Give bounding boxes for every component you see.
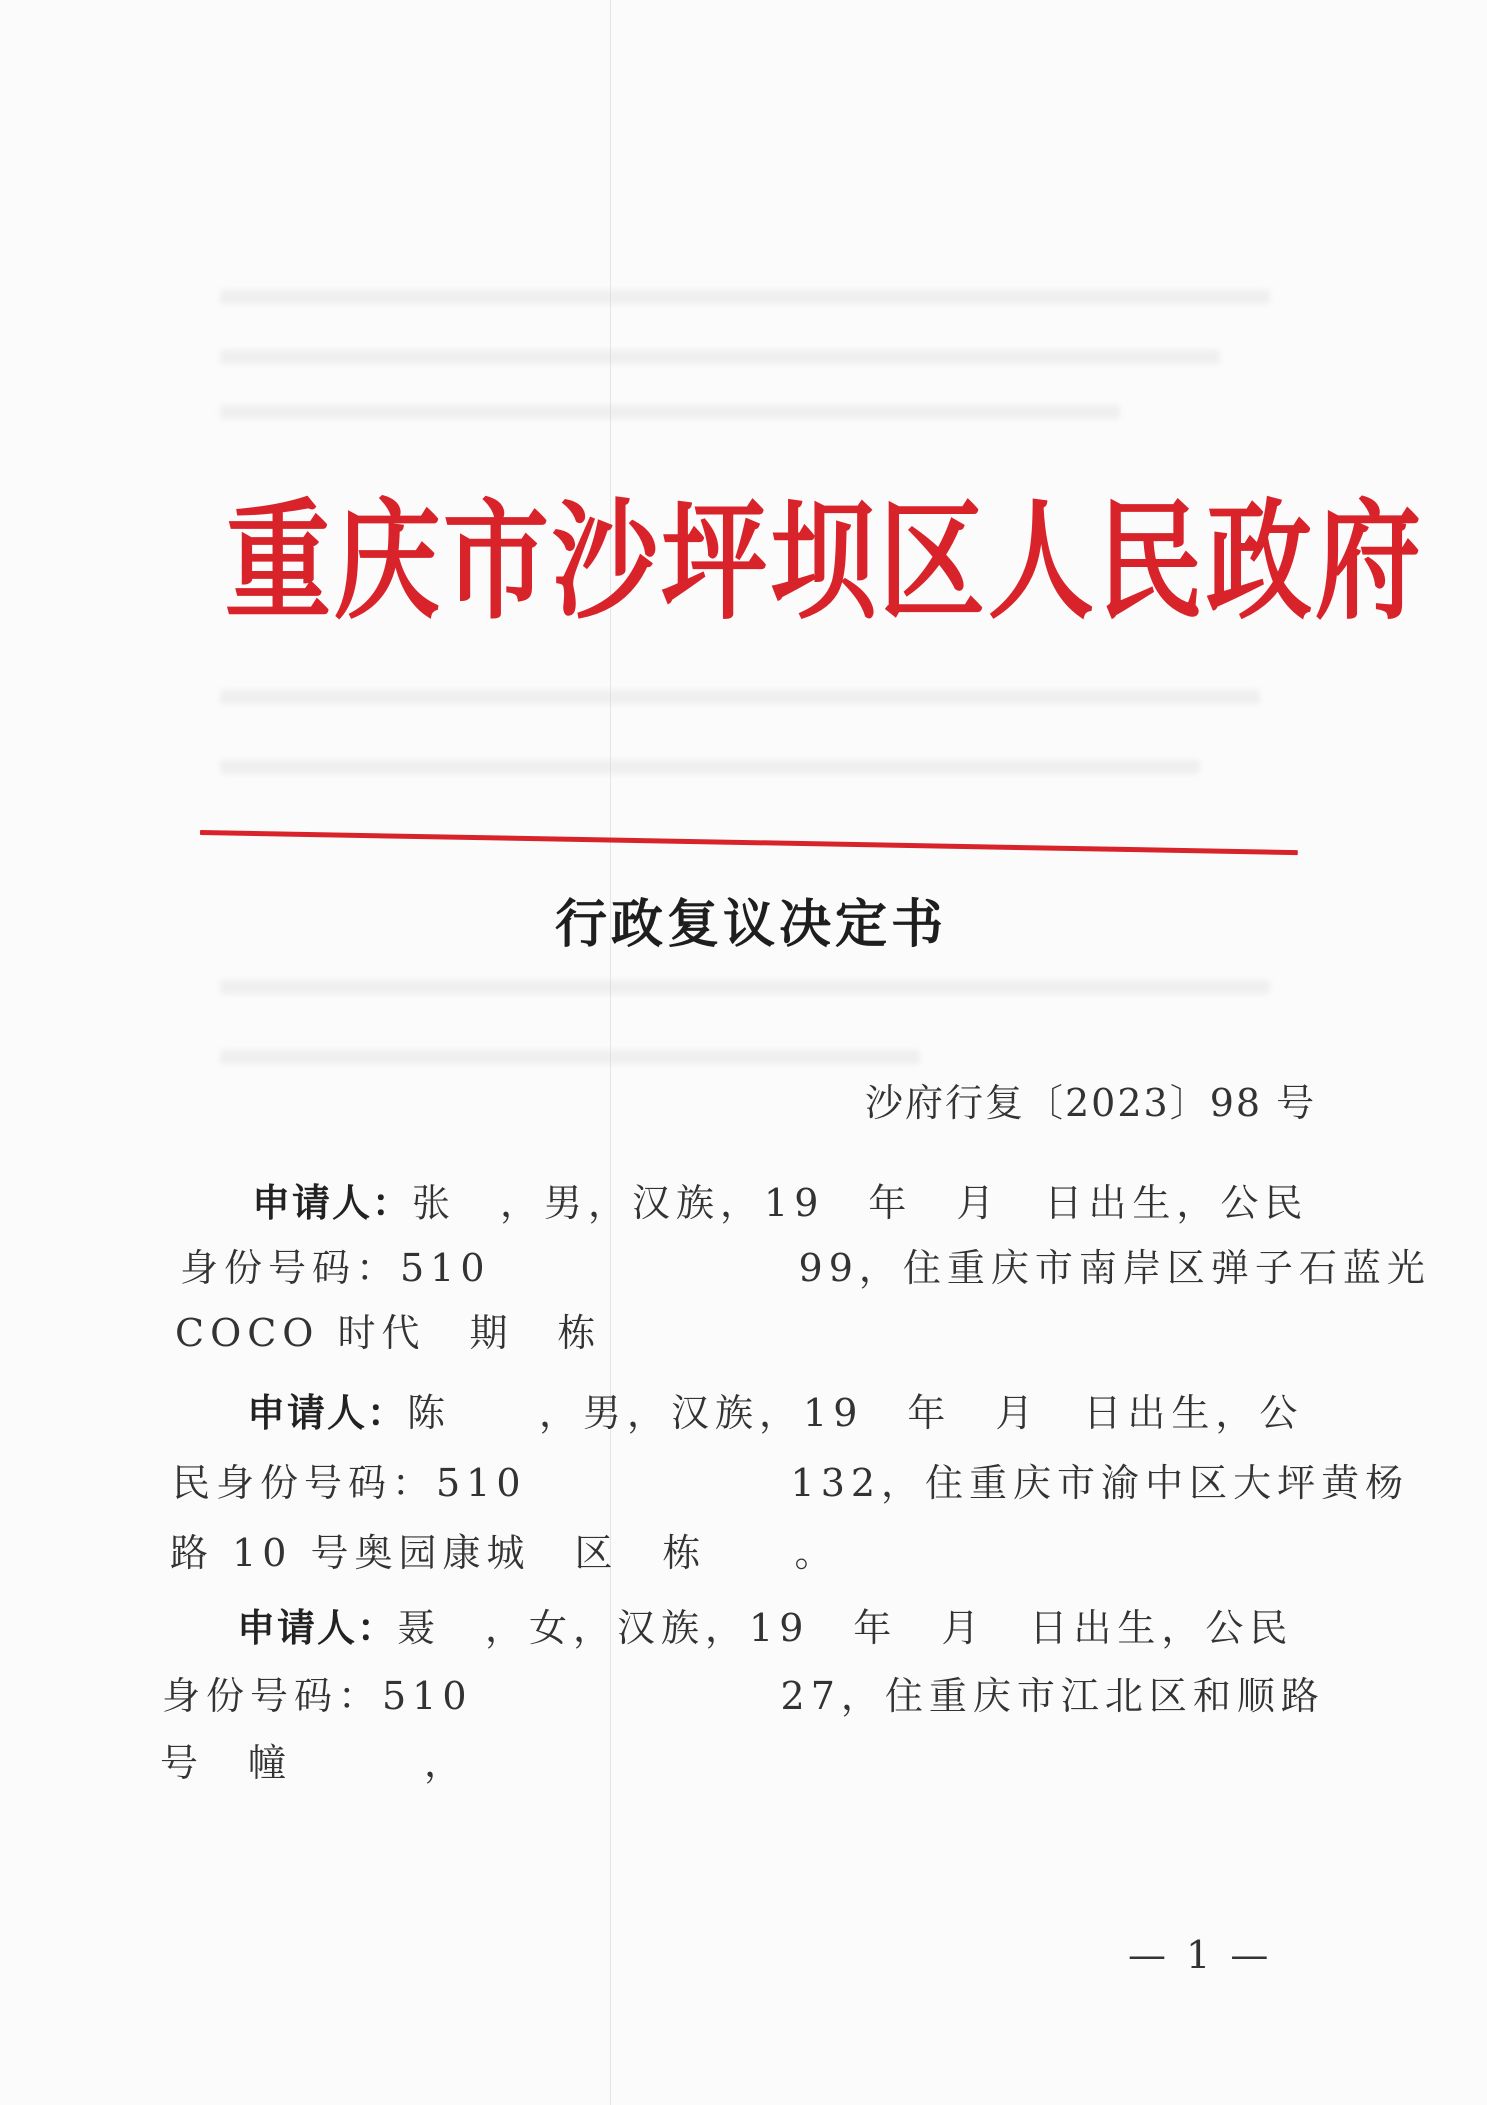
bleed-through xyxy=(220,980,1270,994)
applicant-3-line-2: 身份号码：510 27，住重庆市江北区和顺路 xyxy=(162,1674,1325,1718)
document-number: 沙府行复〔2023〕98 号 xyxy=(865,1081,1317,1125)
bleed-through xyxy=(220,290,1270,304)
applicant-1-line-3: COCO 时代 期 栋 xyxy=(175,1311,602,1355)
bleed-through xyxy=(220,350,1220,364)
applicant-1-line-2: 身份号码：510 99，住重庆市南岸区弹子石蓝光 xyxy=(180,1246,1431,1290)
bleed-through xyxy=(220,1050,920,1064)
applicant-2-line-2: 民身份号码：510 132，住重庆市渝中区大坪黄杨 xyxy=(172,1461,1410,1505)
applicant-2-line-1: 申请人：陈 ，男，汉族，19 年 月 日出生，公 xyxy=(247,1391,1304,1435)
applicant-3-line-1: 申请人：聂 ，女，汉族，19 年 月 日出生，公民 xyxy=(237,1606,1294,1650)
bleed-through xyxy=(220,690,1260,704)
applicant-3-line-3: 号 幢 ， xyxy=(160,1741,469,1785)
bleed-through xyxy=(220,760,1200,774)
applicant-label: 申请人： xyxy=(252,1181,413,1225)
bleed-through xyxy=(220,405,1120,419)
issuer-header: 重庆市沙坪坝区人民政府 xyxy=(225,484,1424,637)
page-number: — 1 — xyxy=(1128,1933,1273,1977)
document-title: 行政复议决定书 xyxy=(555,894,948,955)
red-divider-line xyxy=(200,830,1298,855)
applicant-1-line-1: 申请人：张 ，男，汉族，19 年 月 日出生，公民 xyxy=(252,1181,1309,1225)
applicant-2-line-3: 路 10 号奥园康城 区 栋 。 xyxy=(170,1531,839,1575)
applicant-label: 申请人： xyxy=(247,1391,408,1435)
applicant-label: 申请人： xyxy=(237,1606,398,1650)
